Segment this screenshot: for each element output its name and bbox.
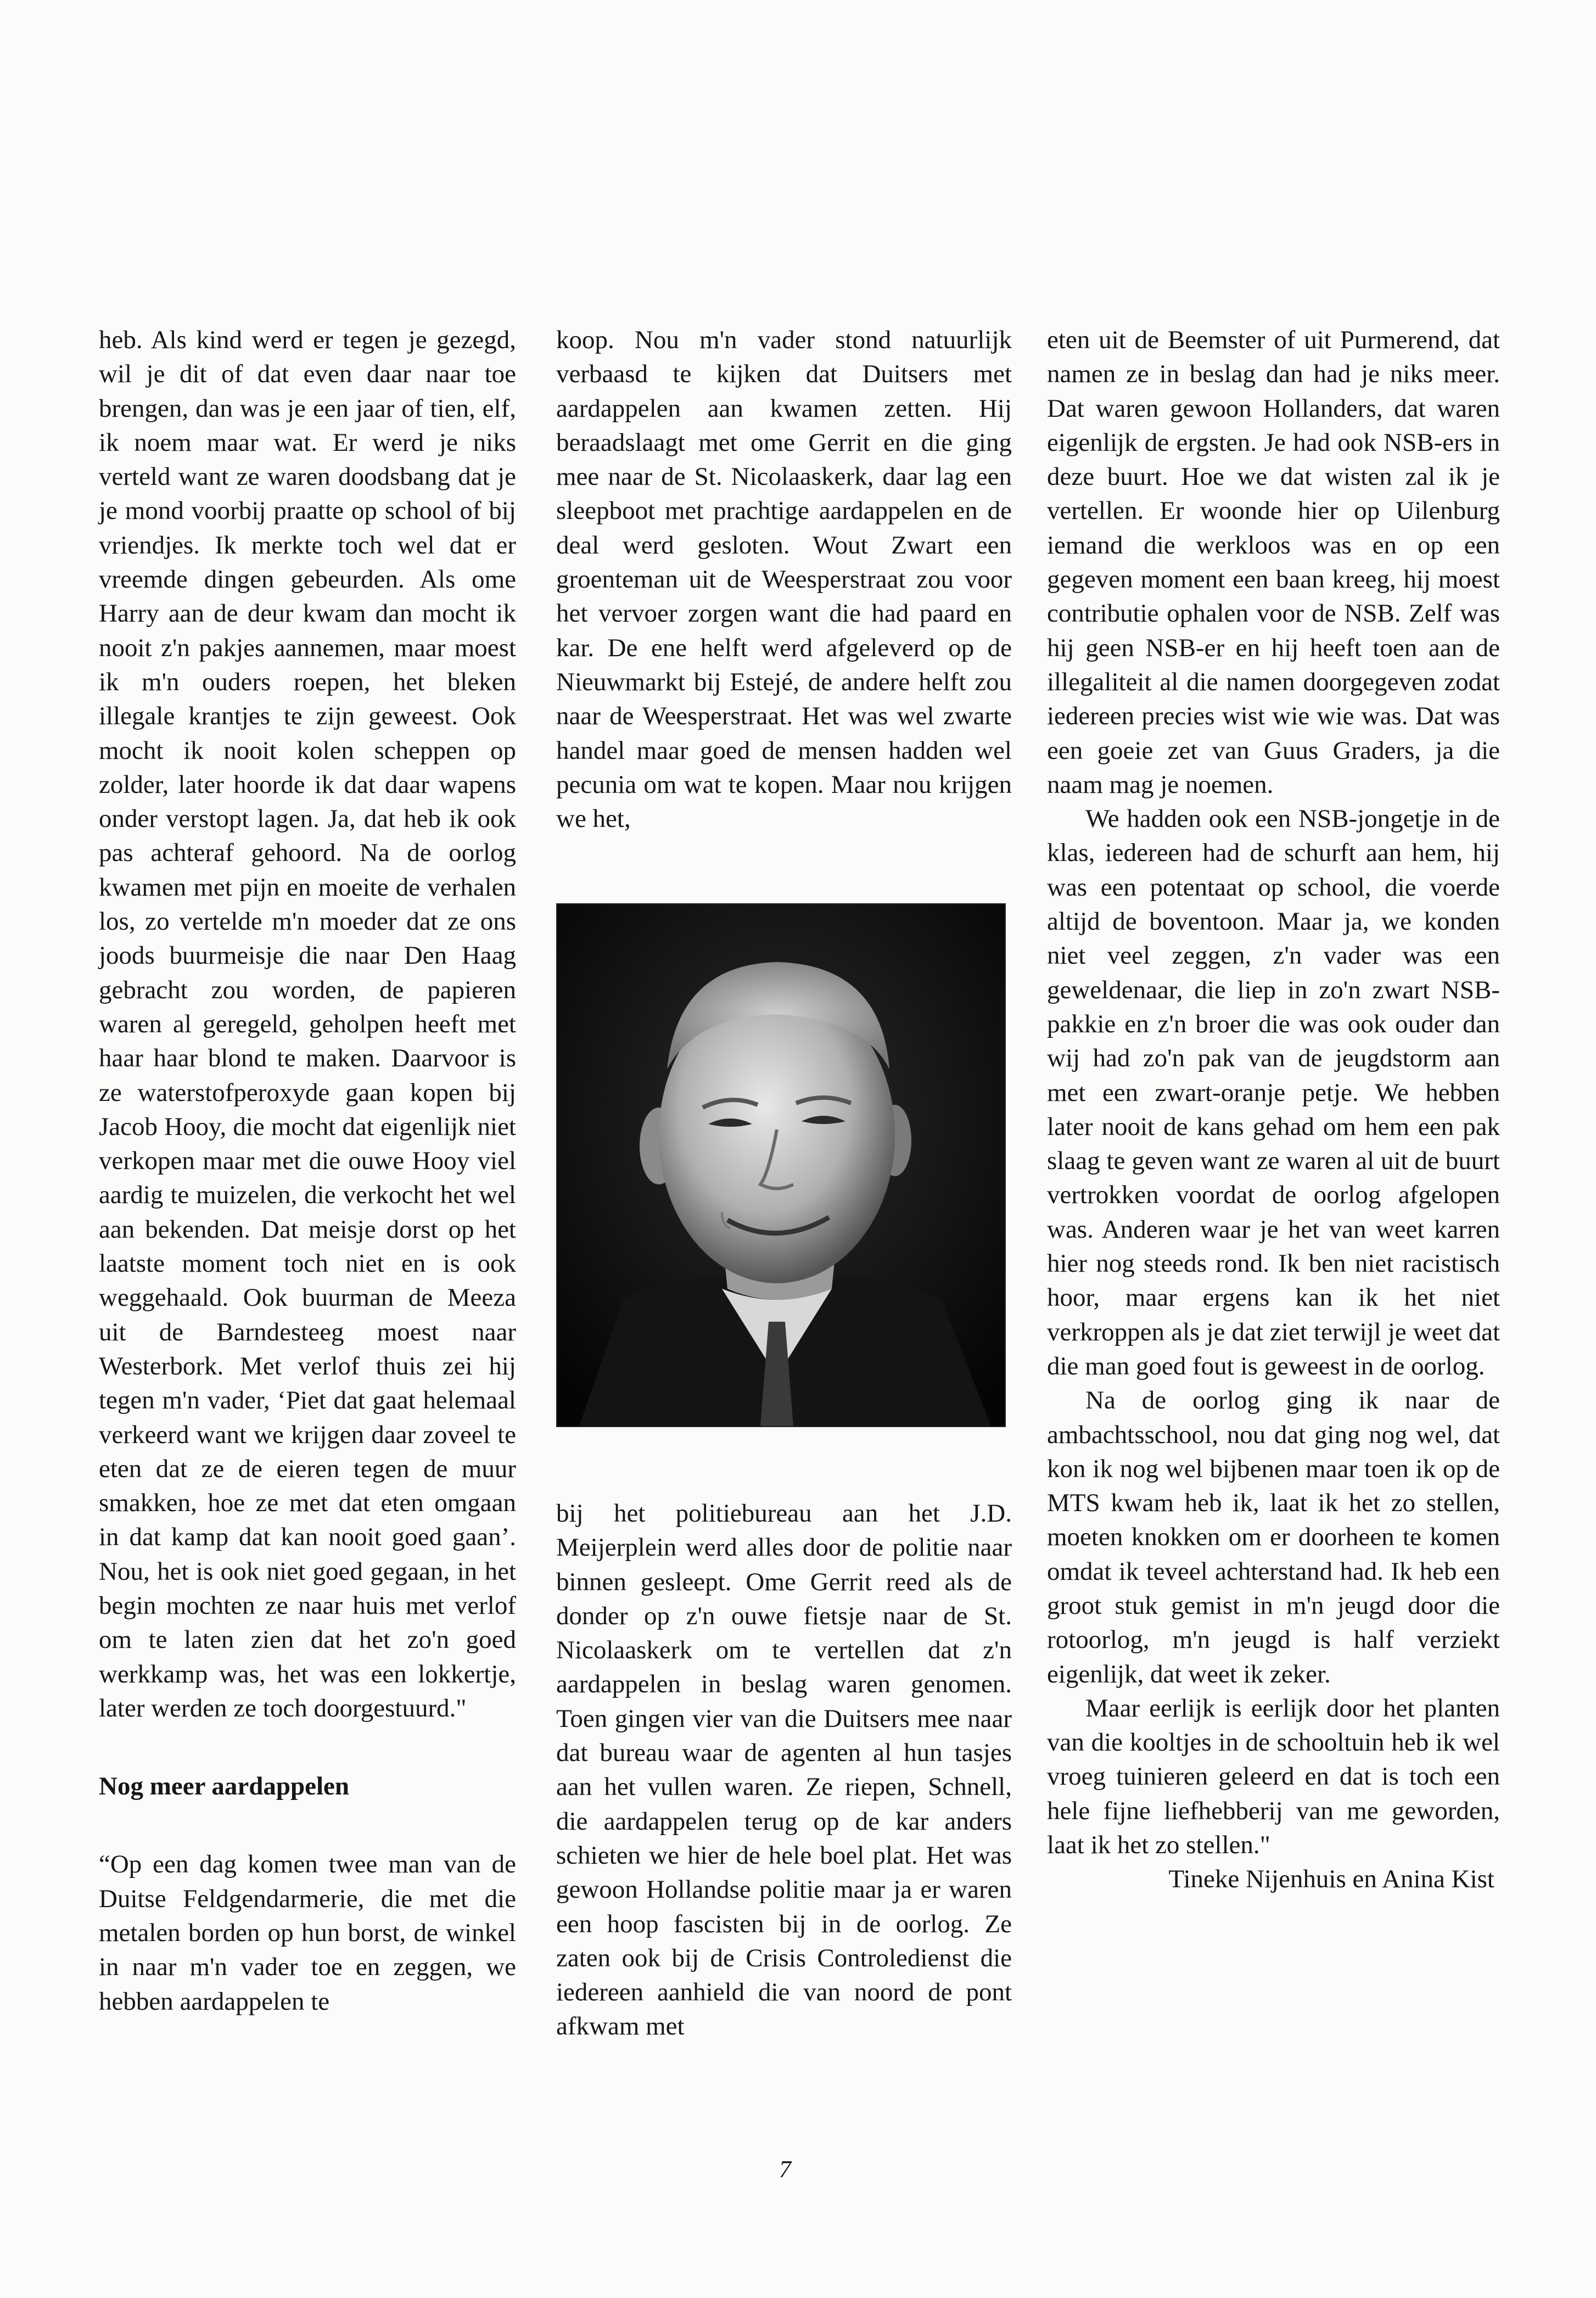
column-2-top-paragraph: koop. Nou m'n vader stond natuurlijk verbaasd te kijken dat Duitsers met aardappelen aan kwamen zetten. Hij beraadslaagt met ome Gerrit en die ging mee naar de St. Nicolaaskerk, daar lag een sleepboot met prachtige aardappelen en de deal werd gesloten. Wout Zwart een groenteman uit de Weesperstraat zou voor het vervoer zorgen want die had paard en kar. De ene helft werd afgeleverd op de Nieuwmarkt bij Estejé, de andere helft zou naar de Weesperstraat. Het was wel zwarte handel maar goed de mensen hadden wel pecunia om wat te kopen. Maar nou krijgen we het, [556, 326, 1012, 834]
column-3-paragraph-2: We hadden ook een NSB-jongetje in de klas, iedereen had de schurft aan hem, hij was een potentaat op school, die voerde altijd de boventoon. Maar ja, we konden niet veel zeggen, z'n vader was een geweldenaar, die liep in zo'n zwart NSB-pakkie en z'n broer die was ook ouder dan wij had zo'n pak van de jeugdstorm aan met een zwart-oranje petje. We hebben later nooit de kans gehad om hem een pak slaag te geven want ze waren al uit de buurt vertrokken voordat de oorlog afgelopen was. Anderen waar je het van weet karren hier nog steeds rond. Ik ben niet racistisch hoor, maar ergens kan ik het niet verkroppen als je dat ziet terwijl je weet dat die man goed fout is geweest in de oorlog. [1047, 804, 1500, 1380]
portrait-photo [556, 903, 1006, 1427]
column-2-bottom-paragraph: bij het politiebureau aan het J.D. Meijerplein werd alles door de politie naar binnen gesleept. Ome Gerrit reed als de donder op z'n ouwe fietsje naar de St. Nicolaaskerk om te vertellen dat z'n aardappelen in beslag waren genomen. Toen gingen vier van die Duitsers mee naar dat bureau waar de agenten al hun tasjes aan het vullen waren. Ze riepen, Schnell, die aardappelen terug op de kar anders schieten we hier de hele boel plat. Het was gewoon Hollandse politie maar ja er waren een hoop fascisten bij in de oorlog. Ze zaten ook bij de Crisis Controledienst die iedereen aanhield die van noord de pont afkwam met [556, 1499, 1012, 2041]
section-heading: Nog meer aardappelen [99, 1772, 350, 1801]
author-signature: Tineke Nijenhuis en Anina Kist [1168, 1865, 1494, 1894]
column-3-paragraph-1: eten uit de Beemster of uit Purmerend, dat namen ze in beslag dan had je niks meer. Dat waren gewoon Hollanders, dat waren eigenlijk de ergsten. Je had ook NSB-ers in deze buurt. Hoe we dat wisten zal ik je vertellen. Er woonde hier op Uilenburg iemand die werkloos was en op een gegeven moment een baan kreeg, hij moest contributie ophalen voor de NSB. Zelf was hij geen NSB-er en hij heeft toen aan de illegaliteit al die namen doorgegeven zodat iedereen precies wist wie wie was. Dat was een goeie zet van Guus Graders, ja die naam mag je noemen. [1047, 326, 1500, 799]
column-2-bottom [556, 1496, 1012, 2044]
column-3-paragraph-3: Na de oorlog ging ik naar de ambachtsschool, nou dat ging nog wel, dat kon ik nog wel bijbenen maar toen ik op de MTS kwam heb ik, laat ik het zo stellen, moeten knokken om er doorheen te komen omdat ik teveel achterstand had. Ik heb een groot stuk gemist in m'n jeugd door die rotoorlog, m'n jeugd is half verziekt eigenlijk, dat weet ik zeker. [1047, 1386, 1500, 1688]
portrait-illustration [557, 904, 1005, 1426]
show-through-text [631, 203, 1455, 255]
column-3 [1047, 323, 1500, 1897]
column-1 [99, 323, 516, 2019]
page-number: 7 [779, 2156, 791, 2183]
column-1-paragraph-after-heading: “Op een dag komen twee man van de Duitse Feldgendarmerie, die met die metalen borden op hun borst, de winkel in naar m'n vader toe en zeggen, we hebben aardappelen te [99, 1850, 516, 2016]
column-1-paragraph: heb. Als kind werd er tegen je gezegd, wil je dit of dat even daar naar toe brengen, dan was je een jaar of tien, elf, ik noem maar wat. Er werd je niks verteld want ze waren doodsbang dat je je mond voorbij praatte op school of bij vriendjes. Ik merkte toch wel dat er vreemde dingen gebeurden. Als ome Harry aan de deur kwam dan mocht ik nooit z'n pakjes aannemen, maar moest ik m'n ouders roepen, het bleken illegale krantjes te zijn geweest. Ook mocht ik nooit kolen scheppen op zolder, later hoorde ik dat daar wapens onder verstopt lagen. Ja, dat heb ik ook pas achteraf gehoord. Na de oorlog kwamen met pijn en moeite de verhalen los, zo vertelde m'n moeder dat ze ons joods buurmeisje die naar Den Haag gebracht zou worden, de papieren waren al geregeld, geholpen heeft met haar haar blond te maken. Daarvoor is ze waterstofperoxyde gaan kopen bij Jacob Hooy, die mocht dat eigenlijk niet verkopen maar met die ouwe Hooy viel aardig te muizelen, die verkocht het wel aan bekenden. Dat meisje dorst op het laatste moment toch niet en is ook weggehaald. Ook buurman de Meeza uit de Barndesteeg moest naar Westerbork. Met verlof thuis zei hij tegen m'n vader, ‘Piet dat gaat helemaal verkeerd want we krijgen daar zoveel te eten dat ze de eieren tegen de muur smakken, hoe ze met dat eten omgaan in dat kamp dat kan nooit goed gaan’. Nou, het is ook niet goed gegaan, in het begin mochten ze naar huis met verlof om te laten zien dat het zo'n goed werkkamp was, het was een lokkertje, later werden ze toch doorgestuurd." [99, 326, 516, 1723]
column-2-top [556, 323, 1012, 836]
column-3-paragraph-4: Maar eerlijk is eerlijk door het planten van die kooltjes in de schooltuin heb ik wel vroeg tuinieren geleerd en dat is toch een hele fijne liefhebberij van me geworden, laat ik het zo stellen." [1047, 1693, 1500, 1860]
